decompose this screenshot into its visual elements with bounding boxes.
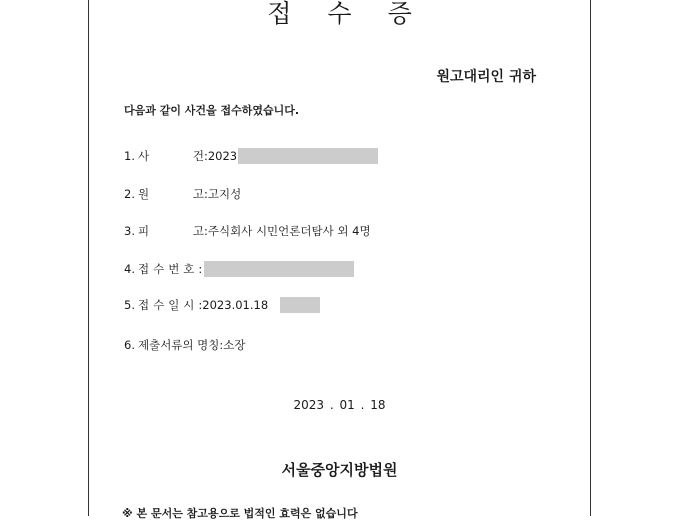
item-separator: : [203,224,208,238]
item-value: 2023.01.18 [202,298,269,312]
item-label: 접수일시 [137,298,199,312]
redaction-box [280,297,320,313]
item-label: 사 건 [137,149,204,163]
redaction-box [238,148,378,164]
item-separator: : [219,338,224,352]
item-separator: : [203,149,208,163]
page-border-right [590,0,591,516]
item-value: 소장 [223,338,246,352]
item-label: 피 고 [137,224,204,238]
item-separator: : [203,187,208,201]
item-receipt-number [124,261,354,277]
item-number: 4. [124,262,135,276]
item-plaintiff [124,186,241,202]
redaction-box [204,261,354,277]
issue-date: 2023 . 01 . 18 [293,398,386,412]
item-label: 원 고 [137,187,204,201]
item-separator: : [198,262,203,276]
item-number: 3. [124,224,135,238]
item-defendant [124,223,371,239]
intro-text: 다음과 같이 사건을 접수하였습니다. [124,104,300,117]
item-number: 2. [124,187,135,201]
item-value: 고지성 [207,187,242,201]
addressee: 원고대리인 귀하 [436,69,536,85]
item-case [124,148,378,164]
item-value: 주식회사 시민언론더탐사 외 4명 [207,224,371,238]
item-number: 1. [124,149,135,163]
item-separator: : [198,298,203,312]
legal-notice: ※ 본 문서는 참고용으로 법적인 효력은 없습니다 [122,507,358,520]
page-border-left [88,0,89,516]
document-title: 접수증 [267,0,448,28]
item-number: 5. [124,298,135,312]
item-label: 제출서류의 명칭 [137,338,220,352]
item-number: 6. [124,338,135,352]
item-label: 접수번호 [137,262,199,276]
item-value: 2023 [207,149,238,163]
item-document-name [124,337,246,353]
court-name: 서울중앙지방법원 [281,461,398,479]
item-receipt-datetime [124,297,320,313]
